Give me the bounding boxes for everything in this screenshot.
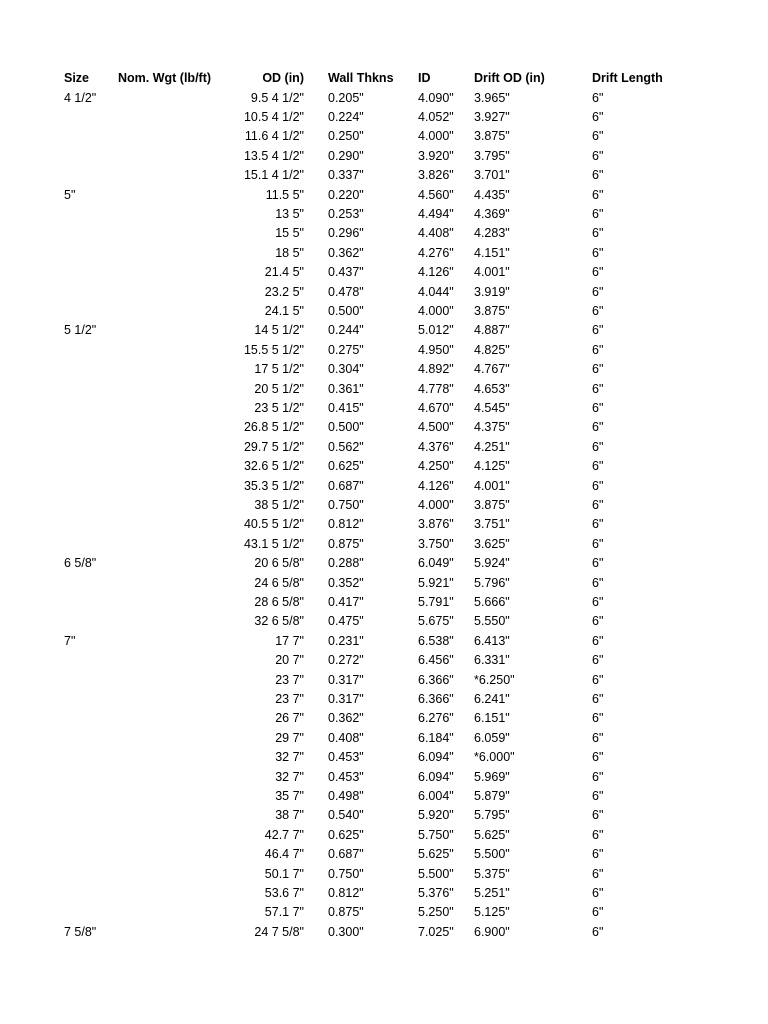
cell-id: 4.950" bbox=[418, 342, 454, 357]
cell-wall-thkns: 0.875" bbox=[328, 905, 364, 920]
cell-drift-od: 3.795" bbox=[474, 148, 510, 163]
cell-wall-thkns: 0.750" bbox=[328, 497, 364, 512]
cell-od: 23.2 5" bbox=[264, 284, 304, 299]
cell-drift-length: 6" bbox=[592, 381, 604, 396]
cell-drift-od: 5.969" bbox=[474, 769, 510, 784]
cell-drift-od: 3.625" bbox=[474, 536, 510, 551]
cell-size: 5 1/2" bbox=[64, 323, 97, 338]
cell-drift-length: 6" bbox=[592, 497, 604, 512]
cell-wall-thkns: 0.562" bbox=[328, 439, 364, 454]
cell-wall-thkns: 0.812" bbox=[328, 885, 364, 900]
cell-drift-od: 6.331" bbox=[474, 653, 510, 668]
cell-drift-length: 6" bbox=[592, 536, 604, 551]
cell-od: 38 5 1/2" bbox=[254, 497, 304, 512]
header-drift-od: Drift OD (in) bbox=[474, 71, 545, 85]
cell-od: 26.8 5 1/2" bbox=[243, 420, 304, 435]
table-row bbox=[0, 108, 768, 127]
table-row bbox=[0, 884, 768, 903]
table-row bbox=[0, 515, 768, 534]
cell-od: 29 7" bbox=[275, 730, 304, 745]
cell-size: 6 5/8" bbox=[64, 556, 97, 571]
cell-drift-length: 6" bbox=[592, 847, 604, 862]
cell-id: 3.826" bbox=[418, 168, 454, 183]
cell-drift-od: 5.796" bbox=[474, 575, 510, 590]
cell-drift-length: 6" bbox=[592, 788, 604, 803]
table-row bbox=[0, 593, 768, 612]
cell-drift-od: 6.059" bbox=[474, 730, 510, 745]
cell-drift-od: 5.500" bbox=[474, 847, 510, 862]
cell-od: 57.1 7" bbox=[264, 905, 304, 920]
table-row bbox=[0, 709, 768, 728]
cell-wall-thkns: 0.352" bbox=[328, 575, 364, 590]
cell-wall-thkns: 0.625" bbox=[328, 827, 364, 842]
table-row bbox=[0, 224, 768, 243]
cell-drift-od: 4.767" bbox=[474, 362, 510, 377]
cell-id: 6.094" bbox=[418, 769, 454, 784]
cell-od: 38 7" bbox=[275, 808, 304, 823]
cell-drift-length: 6" bbox=[592, 730, 604, 745]
cell-id: 4.376" bbox=[418, 439, 454, 454]
cell-od: 23 5 1/2" bbox=[254, 400, 304, 415]
cell-drift-od: 6.413" bbox=[474, 633, 510, 648]
cell-od: 26 7" bbox=[275, 711, 304, 726]
cell-drift-od: 4.545" bbox=[474, 400, 510, 415]
header-row bbox=[0, 69, 768, 88]
cell-od: 35 7" bbox=[275, 788, 304, 803]
cell-drift-length: 6" bbox=[592, 808, 604, 823]
cell-id: 4.560" bbox=[418, 187, 454, 202]
cell-id: 4.670" bbox=[418, 400, 454, 415]
cell-wall-thkns: 0.337" bbox=[328, 168, 364, 183]
cell-wall-thkns: 0.687" bbox=[328, 847, 364, 862]
cell-id: 3.876" bbox=[418, 517, 454, 532]
table-row bbox=[0, 438, 768, 457]
cell-wall-thkns: 0.300" bbox=[328, 924, 364, 939]
cell-size: 7 5/8" bbox=[64, 924, 97, 939]
table-row bbox=[0, 496, 768, 515]
table-row bbox=[0, 477, 768, 496]
table-row bbox=[0, 244, 768, 263]
cell-wall-thkns: 0.415" bbox=[328, 400, 364, 415]
cell-wall-thkns: 0.288" bbox=[328, 556, 364, 571]
cell-od: 15.5 5 1/2" bbox=[243, 342, 304, 357]
cell-drift-length: 6" bbox=[592, 148, 604, 163]
cell-size: 7" bbox=[64, 633, 76, 648]
cell-drift-od: 4.001" bbox=[474, 478, 510, 493]
cell-drift-length: 6" bbox=[592, 90, 604, 105]
cell-drift-length: 6" bbox=[592, 750, 604, 765]
cell-drift-length: 6" bbox=[592, 517, 604, 532]
cell-od: 35.3 5 1/2" bbox=[243, 478, 304, 493]
table-row bbox=[0, 457, 768, 476]
cell-drift-length: 6" bbox=[592, 226, 604, 241]
cell-drift-length: 6" bbox=[592, 924, 604, 939]
cell-drift-od: 4.825" bbox=[474, 342, 510, 357]
cell-od: 40.5 5 1/2" bbox=[243, 517, 304, 532]
cell-drift-length: 6" bbox=[592, 109, 604, 124]
cell-id: 6.538" bbox=[418, 633, 454, 648]
cell-id: 5.921" bbox=[418, 575, 454, 590]
cell-od: 13 5" bbox=[275, 206, 304, 221]
cell-drift-od: 3.927" bbox=[474, 109, 510, 124]
cell-od: 23 7" bbox=[275, 672, 304, 687]
header-wall-thkns: Wall Thkns bbox=[328, 71, 394, 85]
cell-wall-thkns: 0.408" bbox=[328, 730, 364, 745]
cell-drift-od: 5.666" bbox=[474, 594, 510, 609]
cell-drift-od: 4.283" bbox=[474, 226, 510, 241]
cell-drift-length: 6" bbox=[592, 594, 604, 609]
cell-od: 24.1 5" bbox=[264, 303, 304, 318]
cell-id: 4.126" bbox=[418, 265, 454, 280]
cell-drift-od: 4.653" bbox=[474, 381, 510, 396]
cell-drift-od: 4.369" bbox=[474, 206, 510, 221]
cell-od: 13.5 4 1/2" bbox=[243, 148, 304, 163]
cell-drift-od: 3.701" bbox=[474, 168, 510, 183]
cell-id: 5.750" bbox=[418, 827, 454, 842]
cell-wall-thkns: 0.290" bbox=[328, 148, 364, 163]
cell-wall-thkns: 0.272" bbox=[328, 653, 364, 668]
cell-drift-od: 4.001" bbox=[474, 265, 510, 280]
table-row bbox=[0, 399, 768, 418]
cell-od: 20 5 1/2" bbox=[254, 381, 304, 396]
cell-od: 15 5" bbox=[275, 226, 304, 241]
cell-id: 5.250" bbox=[418, 905, 454, 920]
cell-drift-od: *6.000" bbox=[474, 750, 515, 765]
cell-drift-od: 4.887" bbox=[474, 323, 510, 338]
cell-drift-length: 6" bbox=[592, 362, 604, 377]
cell-wall-thkns: 0.453" bbox=[328, 769, 364, 784]
table-row bbox=[0, 127, 768, 146]
cell-drift-length: 6" bbox=[592, 769, 604, 784]
cell-wall-thkns: 0.750" bbox=[328, 866, 364, 881]
cell-drift-od: 5.251" bbox=[474, 885, 510, 900]
cell-drift-od: 6.241" bbox=[474, 691, 510, 706]
cell-od: 53.6 7" bbox=[264, 885, 304, 900]
cell-drift-od: 6.151" bbox=[474, 711, 510, 726]
cell-id: 4.000" bbox=[418, 129, 454, 144]
cell-wall-thkns: 0.417" bbox=[328, 594, 364, 609]
cell-drift-length: 6" bbox=[592, 420, 604, 435]
cell-od: 24 6 5/8" bbox=[254, 575, 304, 590]
cell-drift-length: 6" bbox=[592, 614, 604, 629]
cell-drift-length: 6" bbox=[592, 323, 604, 338]
cell-od: 20 6 5/8" bbox=[254, 556, 304, 571]
cell-wall-thkns: 0.478" bbox=[328, 284, 364, 299]
cell-wall-thkns: 0.250" bbox=[328, 129, 364, 144]
cell-drift-length: 6" bbox=[592, 206, 604, 221]
cell-drift-od: 3.919" bbox=[474, 284, 510, 299]
cell-od: 42.7 7" bbox=[264, 827, 304, 842]
cell-drift-od: 6.900" bbox=[474, 924, 510, 939]
cell-drift-od: 3.875" bbox=[474, 303, 510, 318]
table-row bbox=[0, 768, 768, 787]
table-row bbox=[0, 845, 768, 864]
table-row bbox=[0, 321, 768, 340]
cell-drift-od: 5.375" bbox=[474, 866, 510, 881]
cell-id: 6.184" bbox=[418, 730, 454, 745]
cell-wall-thkns: 0.362" bbox=[328, 711, 364, 726]
cell-drift-length: 6" bbox=[592, 827, 604, 842]
cell-od: 23 7" bbox=[275, 691, 304, 706]
cell-id: 4.494" bbox=[418, 206, 454, 221]
cell-id: 4.044" bbox=[418, 284, 454, 299]
cell-drift-length: 6" bbox=[592, 168, 604, 183]
cell-wall-thkns: 0.475" bbox=[328, 614, 364, 629]
cell-drift-od: 5.924" bbox=[474, 556, 510, 571]
cell-id: 5.376" bbox=[418, 885, 454, 900]
cell-drift-length: 6" bbox=[592, 400, 604, 415]
cell-wall-thkns: 0.205" bbox=[328, 90, 364, 105]
cell-wall-thkns: 0.275" bbox=[328, 342, 364, 357]
cell-od: 14 5 1/2" bbox=[254, 323, 304, 338]
cell-drift-od: 5.795" bbox=[474, 808, 510, 823]
table-row bbox=[0, 806, 768, 825]
table-row bbox=[0, 418, 768, 437]
cell-id: 4.276" bbox=[418, 245, 454, 260]
cell-drift-length: 6" bbox=[592, 556, 604, 571]
cell-drift-length: 6" bbox=[592, 672, 604, 687]
cell-drift-length: 6" bbox=[592, 653, 604, 668]
cell-wall-thkns: 0.625" bbox=[328, 459, 364, 474]
cell-size: 5" bbox=[64, 187, 76, 202]
cell-od: 20 7" bbox=[275, 653, 304, 668]
cell-drift-od: 4.375" bbox=[474, 420, 510, 435]
cell-id: 5.675" bbox=[418, 614, 454, 629]
cell-id: 5.791" bbox=[418, 594, 454, 609]
cell-wall-thkns: 0.361" bbox=[328, 381, 364, 396]
cell-od: 18 5" bbox=[275, 245, 304, 260]
cell-od: 9.5 4 1/2" bbox=[250, 90, 304, 105]
cell-drift-length: 6" bbox=[592, 866, 604, 881]
table-row bbox=[0, 632, 768, 651]
cell-wall-thkns: 0.453" bbox=[328, 750, 364, 765]
table-row bbox=[0, 380, 768, 399]
table-row bbox=[0, 865, 768, 884]
table-row bbox=[0, 671, 768, 690]
cell-wall-thkns: 0.437" bbox=[328, 265, 364, 280]
cell-drift-od: 4.151" bbox=[474, 245, 510, 260]
cell-od: 11.5 5" bbox=[265, 187, 304, 202]
cell-drift-od: 4.435" bbox=[474, 187, 510, 202]
cell-drift-length: 6" bbox=[592, 633, 604, 648]
cell-od: 32 6 5/8" bbox=[254, 614, 304, 629]
cell-id: 6.366" bbox=[418, 672, 454, 687]
table-row bbox=[0, 690, 768, 709]
cell-id: 6.276" bbox=[418, 711, 454, 726]
table-row bbox=[0, 341, 768, 360]
cell-drift-length: 6" bbox=[592, 245, 604, 260]
cell-id: 4.500" bbox=[418, 420, 454, 435]
cell-drift-length: 6" bbox=[592, 303, 604, 318]
cell-od: 50.1 7" bbox=[264, 866, 304, 881]
cell-wall-thkns: 0.231" bbox=[328, 633, 364, 648]
table-row bbox=[0, 263, 768, 282]
cell-drift-length: 6" bbox=[592, 342, 604, 357]
cell-wall-thkns: 0.875" bbox=[328, 536, 364, 551]
cell-drift-od: 4.125" bbox=[474, 459, 510, 474]
header-drift-length: Drift Length bbox=[592, 71, 663, 85]
table-row bbox=[0, 923, 768, 942]
cell-drift-length: 6" bbox=[592, 905, 604, 920]
cell-wall-thkns: 0.224" bbox=[328, 109, 364, 124]
cell-drift-length: 6" bbox=[592, 439, 604, 454]
cell-drift-od: 5.879" bbox=[474, 788, 510, 803]
table-row bbox=[0, 166, 768, 185]
cell-drift-length: 6" bbox=[592, 284, 604, 299]
table-row bbox=[0, 903, 768, 922]
table-row bbox=[0, 787, 768, 806]
cell-id: 4.778" bbox=[418, 381, 454, 396]
cell-od: 43.1 5 1/2" bbox=[243, 536, 304, 551]
table-row bbox=[0, 554, 768, 573]
cell-id: 4.892" bbox=[418, 362, 454, 377]
header-nom-wgt: Nom. Wgt (lb/ft) bbox=[118, 71, 212, 85]
cell-id: 4.000" bbox=[418, 497, 454, 512]
cell-drift-length: 6" bbox=[592, 187, 604, 202]
table-row bbox=[0, 826, 768, 845]
table-row bbox=[0, 729, 768, 748]
header-size: Size bbox=[64, 71, 90, 85]
cell-od: 17 7" bbox=[275, 633, 304, 648]
cell-drift-length: 6" bbox=[592, 265, 604, 280]
table-row bbox=[0, 89, 768, 108]
table-row bbox=[0, 205, 768, 224]
cell-id: 5.012" bbox=[418, 323, 454, 338]
cell-drift-length: 6" bbox=[592, 885, 604, 900]
cell-wall-thkns: 0.244" bbox=[328, 323, 364, 338]
cell-drift-od: 5.550" bbox=[474, 614, 510, 629]
cell-wall-thkns: 0.500" bbox=[328, 420, 364, 435]
cell-wall-thkns: 0.500" bbox=[328, 303, 364, 318]
cell-wall-thkns: 0.317" bbox=[328, 672, 364, 687]
cell-drift-od: 5.125" bbox=[474, 905, 510, 920]
cell-od: 32 7" bbox=[275, 750, 304, 765]
table-row bbox=[0, 147, 768, 166]
header-id: ID bbox=[418, 71, 431, 85]
cell-drift-od: 3.875" bbox=[474, 497, 510, 512]
cell-id: 6.094" bbox=[418, 750, 454, 765]
cell-drift-length: 6" bbox=[592, 478, 604, 493]
table-row bbox=[0, 186, 768, 205]
cell-od: 32 7" bbox=[275, 769, 304, 784]
table-row bbox=[0, 612, 768, 631]
cell-id: 6.456" bbox=[418, 653, 454, 668]
cell-id: 4.052" bbox=[418, 109, 454, 124]
cell-od: 24 7 5/8" bbox=[254, 924, 304, 939]
cell-drift-length: 6" bbox=[592, 459, 604, 474]
cell-id: 4.408" bbox=[418, 226, 454, 241]
cell-id: 4.250" bbox=[418, 459, 454, 474]
cell-id: 4.090" bbox=[418, 90, 454, 105]
cell-id: 3.920" bbox=[418, 148, 454, 163]
cell-od: 46.4 7" bbox=[264, 847, 304, 862]
cell-wall-thkns: 0.304" bbox=[328, 362, 364, 377]
cell-wall-thkns: 0.540" bbox=[328, 808, 364, 823]
cell-id: 6.366" bbox=[418, 691, 454, 706]
cell-wall-thkns: 0.812" bbox=[328, 517, 364, 532]
cell-id: 6.004" bbox=[418, 788, 454, 803]
cell-id: 4.126" bbox=[418, 478, 454, 493]
cell-od: 15.1 4 1/2" bbox=[243, 168, 304, 183]
cell-wall-thkns: 0.253" bbox=[328, 206, 364, 221]
cell-od: 29.7 5 1/2" bbox=[243, 439, 304, 454]
table-row bbox=[0, 360, 768, 379]
cell-drift-od: 3.965" bbox=[474, 90, 510, 105]
cell-od: 11.6 4 1/2" bbox=[244, 129, 304, 144]
cell-drift-length: 6" bbox=[592, 129, 604, 144]
cell-od: 10.5 4 1/2" bbox=[243, 109, 304, 124]
cell-id: 7.025" bbox=[418, 924, 454, 939]
cell-wall-thkns: 0.296" bbox=[328, 226, 364, 241]
cell-od: 28 6 5/8" bbox=[254, 594, 304, 609]
cell-od: 32.6 5 1/2" bbox=[243, 459, 304, 474]
cell-drift-od: 3.751" bbox=[474, 517, 510, 532]
cell-od: 17 5 1/2" bbox=[254, 362, 304, 377]
cell-id: 3.750" bbox=[418, 536, 454, 551]
table-row bbox=[0, 651, 768, 670]
table-row bbox=[0, 535, 768, 554]
table-row bbox=[0, 574, 768, 593]
table-row bbox=[0, 302, 768, 321]
cell-drift-od: 3.875" bbox=[474, 129, 510, 144]
cell-id: 5.500" bbox=[418, 866, 454, 881]
cell-drift-length: 6" bbox=[592, 575, 604, 590]
cell-size: 4 1/2" bbox=[64, 90, 97, 105]
cell-id: 5.625" bbox=[418, 847, 454, 862]
cell-drift-od: 5.625" bbox=[474, 827, 510, 842]
cell-wall-thkns: 0.220" bbox=[328, 187, 364, 202]
cell-wall-thkns: 0.498" bbox=[328, 788, 364, 803]
cell-drift-od: *6.250" bbox=[474, 672, 515, 687]
cell-id: 5.920" bbox=[418, 808, 454, 823]
table-row bbox=[0, 748, 768, 767]
cell-wall-thkns: 0.317" bbox=[328, 691, 364, 706]
cell-id: 4.000" bbox=[418, 303, 454, 318]
cell-od: 21.4 5" bbox=[264, 265, 304, 280]
cell-id: 6.049" bbox=[418, 556, 454, 571]
table-row bbox=[0, 283, 768, 302]
header-od: OD (in) bbox=[262, 71, 304, 85]
cell-wall-thkns: 0.362" bbox=[328, 245, 364, 260]
cell-wall-thkns: 0.687" bbox=[328, 478, 364, 493]
cell-drift-length: 6" bbox=[592, 691, 604, 706]
cell-drift-od: 4.251" bbox=[474, 439, 510, 454]
cell-drift-length: 6" bbox=[592, 711, 604, 726]
